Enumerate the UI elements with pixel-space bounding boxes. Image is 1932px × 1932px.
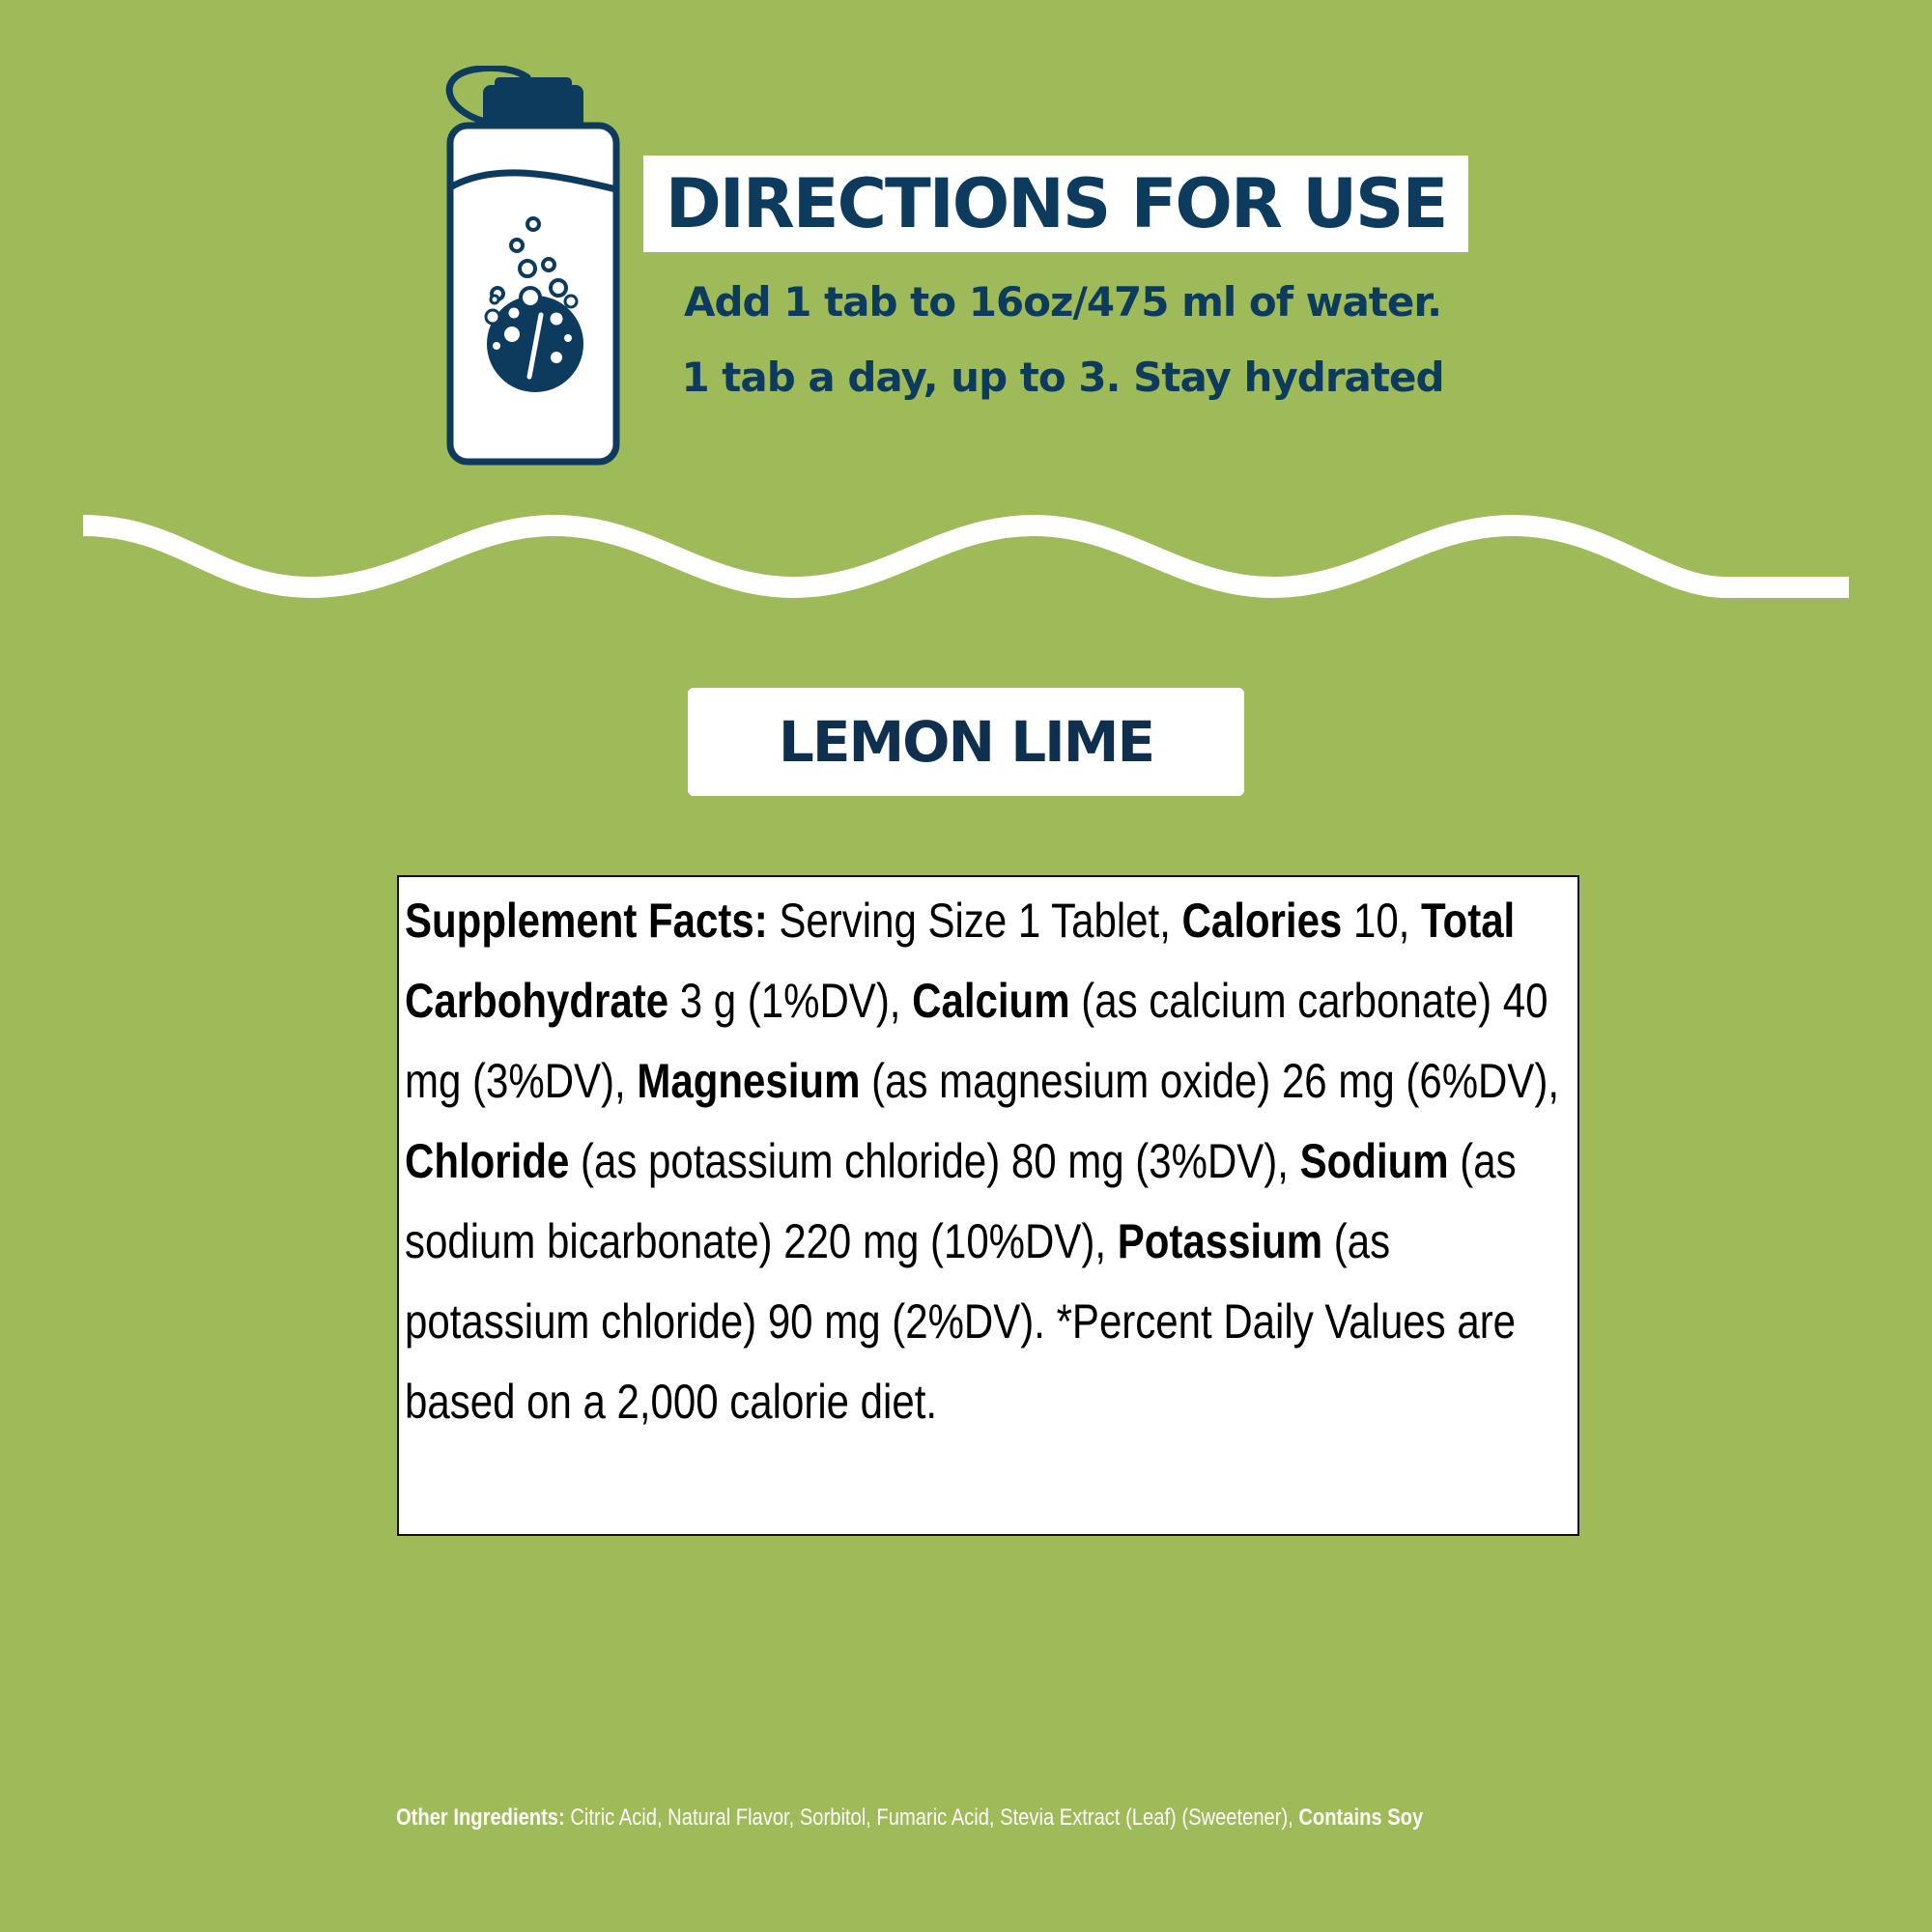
- directions-title: DIRECTIONS FOR USE: [665, 164, 1447, 243]
- carb-value: 3 g (1%DV),: [668, 974, 913, 1028]
- water-bottle-icon: [437, 66, 630, 471]
- calcium-value: (as calcium carbonate) 40 mg (3%DV),: [405, 974, 1548, 1108]
- flavor-badge: [688, 688, 1244, 796]
- calories-value: 10,: [1342, 894, 1422, 948]
- allergen-warning: Contains Soy: [1298, 1804, 1424, 1831]
- magnesium-value: (as magnesium oxide) 26 mg (6%DV),: [860, 1054, 1560, 1108]
- directions-line-2: 1 tab a day, up to 3. Stay hydrated: [681, 354, 1444, 401]
- chloride-label: Chloride: [405, 1134, 570, 1188]
- carb-label: Total Carbohydrate: [405, 894, 1516, 1028]
- calcium-label: Calcium: [912, 974, 1070, 1028]
- calories-label: Calories: [1181, 894, 1343, 948]
- facts-heading: Supplement Facts:: [405, 894, 768, 948]
- sodium-value: (as sodium bicarbonate) 220 mg (10%DV),: [405, 1134, 1517, 1268]
- directions-title-box: [643, 156, 1468, 252]
- supplement-facts-box: [397, 875, 1579, 1536]
- flavor-label: LEMON LIME: [778, 709, 1154, 775]
- other-ingredients: [396, 1804, 1678, 1832]
- other-ingredients-label: Other Ingredients:: [396, 1804, 565, 1831]
- sodium-label: Sodium: [1299, 1134, 1449, 1188]
- chloride-value: (as potassium chloride) 80 mg (3%DV),: [569, 1134, 1300, 1188]
- directions-line-1: Add 1 tab to 16oz/475 ml of water.: [683, 278, 1442, 326]
- supplement-facts-text: [405, 881, 1574, 1442]
- magnesium-label: Magnesium: [637, 1054, 861, 1108]
- potassium-label: Potassium: [1117, 1214, 1323, 1268]
- other-ingredients-list: Citric Acid, Natural Flavor, Sorbitol, Fumaric Acid, Stevia Extract (Leaf) (Sweetener),: [564, 1804, 1299, 1831]
- potassium-value: (as potassium chloride) 90 mg (2%DV). *Percent Daily Values are based on a 2,000 calorie diet.: [405, 1214, 1517, 1429]
- serving-size: Serving Size 1 Tablet,: [767, 894, 1182, 948]
- wave-divider: [83, 512, 1849, 618]
